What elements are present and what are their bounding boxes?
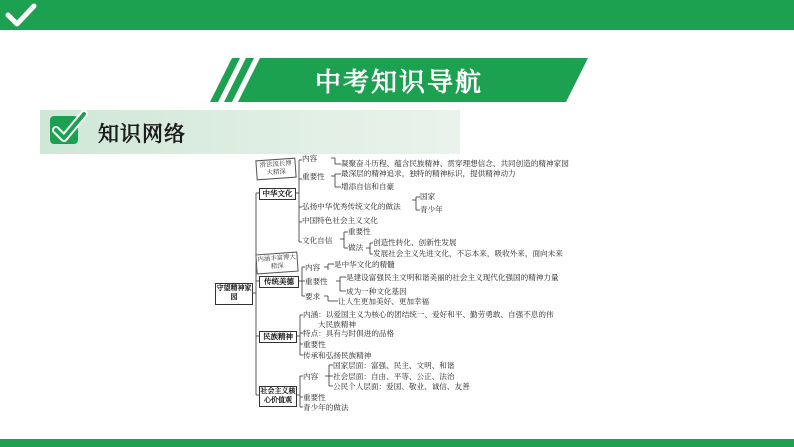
node-text: 内涵：以爱国主义为核心的团结统一、爱好和平、勤劳勇敢、自强不息的伟 (303, 310, 554, 319)
node-label: 内容 (302, 154, 318, 163)
bottom-footer-bar (0, 439, 794, 447)
branch-stamp-1: 滑法流长博大精深 (255, 158, 296, 181)
node-text: 公民个人层面：爱国、敬业、诚信、友善 (333, 382, 470, 391)
node-label: 内容 (303, 372, 319, 381)
node-label: 重要性 (302, 172, 325, 181)
node-label: 文化自信 (302, 236, 333, 245)
node-text: 是中华文化的精髓 (334, 260, 395, 269)
node-text: 最深层的精神追求，独特的精神标识，提供精神动力 (341, 169, 516, 178)
node-text: 特点：具有与时俱进的品格 (303, 329, 395, 338)
node-label: 重要性 (305, 277, 328, 286)
branch-traditional-virtue: 传统美德 (259, 276, 299, 288)
branch-core-values: 社会主义核心价值观 (259, 386, 297, 407)
section-title: 知识网络 (98, 122, 186, 146)
node-label: 重要性 (303, 340, 326, 349)
node-text: 青少年的做法 (303, 403, 349, 412)
check-icon (4, 2, 38, 28)
node-text: 做法 (348, 243, 364, 252)
node-label: 重要性 (303, 393, 326, 402)
branch-chinese-culture: 中华文化 (259, 188, 296, 200)
node-text: 让人生更加美好、更加幸福 (338, 297, 430, 306)
top-header-bar (0, 0, 794, 30)
node-text: 凝聚奋斗历程、蕴含民族精神、贯穿理想信念、共同创造的精神家园 (341, 159, 569, 168)
page-banner (210, 58, 588, 102)
page-title: 中考知识导航 (314, 67, 483, 98)
node-text: 传承和弘扬民族精神 (303, 351, 372, 360)
node-text: 国家 (420, 192, 436, 201)
node-text: 增添自信和自豪 (341, 182, 395, 191)
node-text: 创造性转化、创新性发展 (373, 238, 457, 247)
node-text: 社会层面：自由、平等、公正、法治 (333, 372, 455, 381)
node-label: 弘扬中华优秀传统文化的做法 (302, 202, 401, 211)
check-icon (44, 106, 90, 152)
node-label: 内容 (305, 263, 321, 272)
branch-stamp-2: 内涵丰富博大精深 (255, 252, 298, 275)
branch-national-spirit: 民族精神 (259, 331, 297, 343)
node-text: 青少年 (420, 205, 443, 214)
knowledge-mindmap (210, 150, 650, 415)
node-label: 要求 (305, 292, 321, 301)
node-label: 中国特色社会主义文化 (302, 216, 378, 225)
node-text: 大民族精神 (318, 320, 356, 329)
node-text: 成为一种文化基因 (346, 287, 407, 296)
mindmap-root: 守望精神家园 (215, 283, 253, 305)
node-text: 重要性 (348, 227, 371, 236)
node-text: 发展社会主义先进文化，不忘本来，吸收外来，面向未来 (373, 249, 563, 258)
node-text: 国家层面：富强、民主、文明、和谐 (333, 361, 455, 370)
node-text: 是建设富强民主文明和谐美丽的社会主义现代化强国的精神力量 (346, 273, 559, 282)
